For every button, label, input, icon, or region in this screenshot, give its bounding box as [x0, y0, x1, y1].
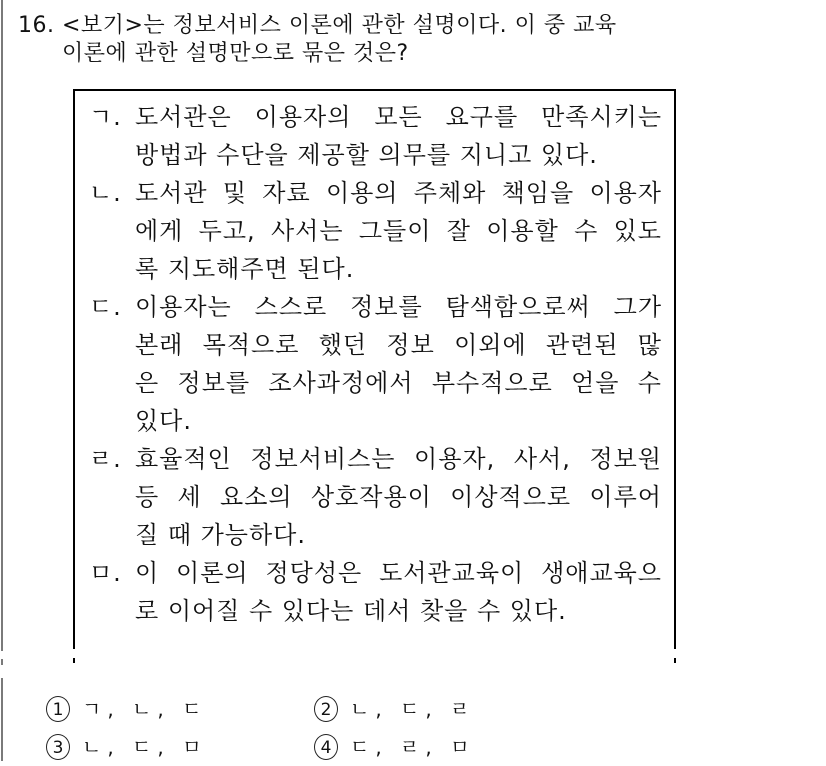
bogi-marker: ㄹ. [89, 445, 122, 473]
bogi-marker: ㅁ. [89, 559, 122, 587]
circled-number-2: 2 [314, 696, 338, 722]
bogi-marker: ㄴ. [89, 179, 122, 207]
bogi-box [73, 89, 676, 649]
bogi-line: 은 정보를 조사과정에서 부수적으로 얻을 수 [135, 369, 662, 397]
bogi-item-rieul [75, 440, 674, 554]
question-line-1 [18, 12, 778, 40]
bogi-item-nieun [75, 174, 674, 288]
bogi-marker: ㄷ. [89, 293, 122, 321]
circled-number-3: 3 [46, 734, 70, 760]
question-text-line-2: 이론에 관한 설명만으로 묶은 것은? [62, 41, 409, 66]
answer-options [46, 690, 606, 766]
page-left-border-tick [1, 659, 3, 665]
box-right-tick [674, 658, 676, 663]
question-stem [18, 12, 778, 68]
bogi-item-giyeok [75, 98, 674, 174]
option-1[interactable] [46, 690, 314, 728]
bogi-item-mieum [75, 554, 674, 630]
page-left-border [1, 0, 3, 651]
bogi-line: 이 이론의 정당성은 도서관교육이 생애교육으 [135, 559, 662, 587]
option-4[interactable] [314, 728, 582, 766]
bogi-line: 질 때 가능하다. [135, 521, 306, 549]
circled-number-4: 4 [314, 734, 338, 760]
bogi-line: 있다. [135, 407, 192, 435]
bogi-line: 로 이어질 수 있다는 데서 찾을 수 있다. [135, 597, 567, 625]
bogi-line: 도서관 및 자료 이용의 주체와 책임을 이용자 [135, 179, 662, 207]
question-text-line-1: <보기>는 정보서비스 이론에 관한 설명이다. 이 중 교육 [62, 13, 617, 38]
option-text: ㄴ, ㄷ, ㅁ [82, 735, 208, 759]
option-text: ㄴ, ㄷ, ㄹ [350, 697, 476, 721]
option-text: ㄱ, ㄴ, ㄷ [82, 697, 208, 721]
bogi-line: 도서관은 이용자의 모든 요구를 만족시키는 [135, 103, 662, 131]
bogi-item-digeut [75, 288, 674, 440]
circled-number-1: 1 [46, 696, 70, 722]
question-number: 16. [18, 13, 55, 38]
bogi-line: 방법과 수단을 제공할 의무를 지니고 있다. [135, 141, 598, 169]
option-2[interactable] [314, 690, 582, 728]
options-row-1 [46, 690, 606, 728]
question-line-2 [18, 40, 778, 68]
bogi-marker: ㄱ. [89, 103, 122, 131]
bogi-line: 에게 두고, 사서는 그들이 잘 이용할 수 있도 [135, 217, 662, 245]
option-3[interactable] [46, 728, 314, 766]
bogi-line: 본래 목적으로 했던 정보 이외에 관련된 많 [135, 331, 662, 359]
options-row-2 [46, 728, 606, 766]
page-left-border-lower [1, 678, 3, 761]
bogi-line: 록 지도해주면 된다. [135, 255, 355, 283]
option-text: ㄷ, ㄹ, ㅁ [350, 735, 476, 759]
bogi-line: 효율적인 정보서비스는 이용자, 사서, 정보원 [135, 445, 662, 473]
bogi-line: 등 세 요소의 상호작용이 이상적으로 이루어 [135, 483, 662, 511]
box-left-tick [73, 658, 75, 663]
bogi-line: 이용자는 스스로 정보를 탐색함으로써 그가 [135, 293, 662, 321]
